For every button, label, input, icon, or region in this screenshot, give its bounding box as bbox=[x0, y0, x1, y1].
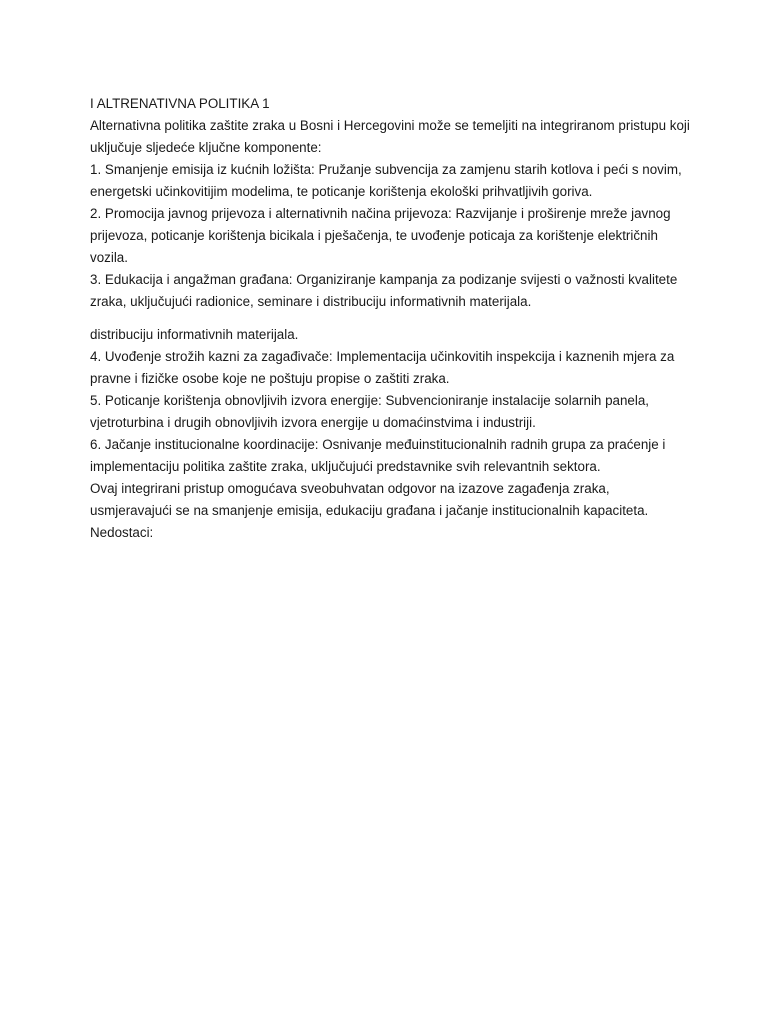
list-item-4: 4. Uvođenje strožih kazni za zagađivače: Implementacija učinkovitih inspekcija i kaznenih mjera za pravne i fizičke osobe koje ne poštuju propise o zaštiti zraka. bbox=[90, 349, 675, 386]
list-item-6: 6. Jačanje institucionalne koordinacije: Osnivanje međuinstitucionalnih radnih grupa za praćenje i implementaciju politika zaštite zraka, uključujući predstavnike svih relevantnih sektora. bbox=[90, 437, 666, 474]
closing-paragraph: Ovaj integrirani pristup omogućava sveobuhvatan odgovor na izazove zagađenja zraka, usmjeravajući se na smanjenje emisija, edukaciju građana i jačanje institucionalnih kapaciteta. bbox=[90, 481, 649, 518]
document-body bbox=[90, 93, 690, 544]
list-item-1: 1. Smanjenje emisija iz kućnih ložišta: Pružanje subvencija za zamjenu starih kotlova i peći s novim, energetski učinkovitijim modelima, te poticanje korištenja ekološki prihvatljivih goriva. bbox=[90, 162, 682, 199]
list-item-5: 5. Poticanje korištenja obnovljivih izvora energije: Subvencioniranje instalacije solarnih panela, vjetroturbina i drugih obnovljivih izvora energije u domaćinstvima i industriji. bbox=[90, 393, 650, 430]
intro-paragraph: Alternativna politika zaštite zraka u Bosni i Hercegovini može se temeljiti na integriranom pristupu koji uključuje sljedeće ključne komponente: bbox=[90, 118, 690, 155]
document-title: I ALTRENATIVNA POLITIKA 1 bbox=[90, 96, 270, 111]
list-item-3: 3. Edukacija i angažman građana: Organiziranje kampanja za podizanje svijesti o važnosti kvalitete zraka, uključujući radionice, seminare i distribuciju informativnih materijala. bbox=[90, 272, 678, 309]
duplicate-line: distribuciju informativnih materijala. bbox=[90, 327, 299, 342]
list-item-2: 2. Promocija javnog prijevoza i alternativnih načina prijevoza: Razvijanje i proširenje mreže javnog prijevoza, poticanje korištenja bicikala i pješačenja, te uvođenje poticaja za korištenje električnih vozila. bbox=[90, 206, 671, 265]
nedostaci-heading: Nedostaci: bbox=[90, 525, 154, 540]
